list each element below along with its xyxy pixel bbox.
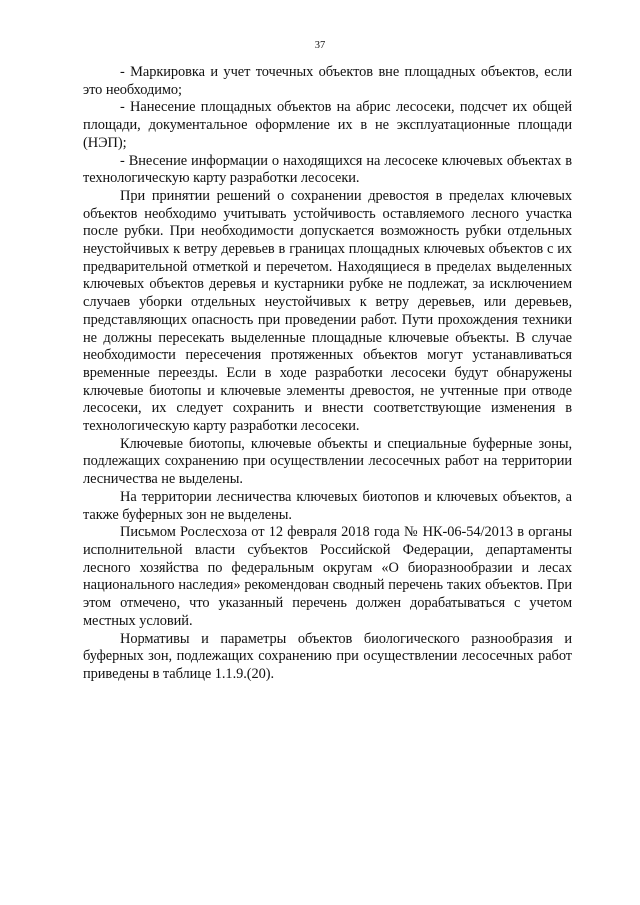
document-body	[83, 64, 572, 684]
page-number: 37	[314, 40, 326, 51]
paragraph-area-objects-plotting: - Нанесение площадных объектов на абрис лесосеки, подсчет их общей площади, документальное оформление их в не эксплуатационные площади (НЭП);	[83, 99, 572, 151]
paragraph-key-biotopes-not-allocated: Ключевые биотопы, ключевые объекты и специальные буферные зоны, подлежащих сохранению при осуществлении лесосечных работ на территории лесничества не выделены.	[83, 435, 572, 488]
paragraph-norms-reference: Нормативы и параметры объектов биологического разнообразия и буферных зон, подлежащих сохранению при осуществлении лесосечных работ приведены в таблице 1.1.9.(20).	[83, 630, 572, 682]
paragraph-rosleshoz-letter: Письмом Рослесхоза от 12 февраля 2018 года № НК-06-54/2013 в органы исполнительной власти субъектов Российской Федерации, департаменты лесного хозяйства по федеральным округам «О биоразнообразии и лесах национального наследия» рекомендован сводный перечень таких объектов. При этом отмечено, что указанный перечень должен дорабатываться с учетом местных условий.	[83, 524, 572, 629]
paragraph-marking-point-objects: - Маркировка и учет точечных объектов вне площадных объектов, если это необходимо;	[83, 64, 572, 98]
paragraph-stand-preservation: При принятии решений о сохранении древостоя в пределах ключевых объектов необходимо учитывать устойчивость оставляемого лесного участка после рубки. При необходимости допускается возможность рубки отдельных неустойчивых к ветру деревьев в границах площадных ключевых объектов с их предварительной отметкой и перечетом. Находящиеся в пределах выделенных ключевых объектов деревья и кустарники рубке не подлежат, за исключением случаев уборки отдельных неустойчивых к ветру деревьев, или деревьев, представляющих опасность при проведении работ. Пути прохождения техники не должны пересекать выделенные площадные ключевые объекты. В случае необходимости пересечения протяженных объектов могут устанавливаться временные переезды. Если в ходе разработки лесосеки будут обнаружены ключевые биотопы и ключевые элементы древостоя, не учтенные при отводе лесосеки, их следует сохранить и внести соответствующие изменения в технологическую карту разработки лесосеки.	[83, 187, 572, 435]
paragraph-tech-map-entry: - Внесение информации о находящихся на лесосеке ключевых объектах в технологическую карту разработки лесосеки.	[83, 152, 572, 187]
paragraph-buffer-zones-not-allocated: На территории лесничества ключевых биотопов и ключевых объектов, а также буферных зон не выделены.	[83, 488, 572, 523]
